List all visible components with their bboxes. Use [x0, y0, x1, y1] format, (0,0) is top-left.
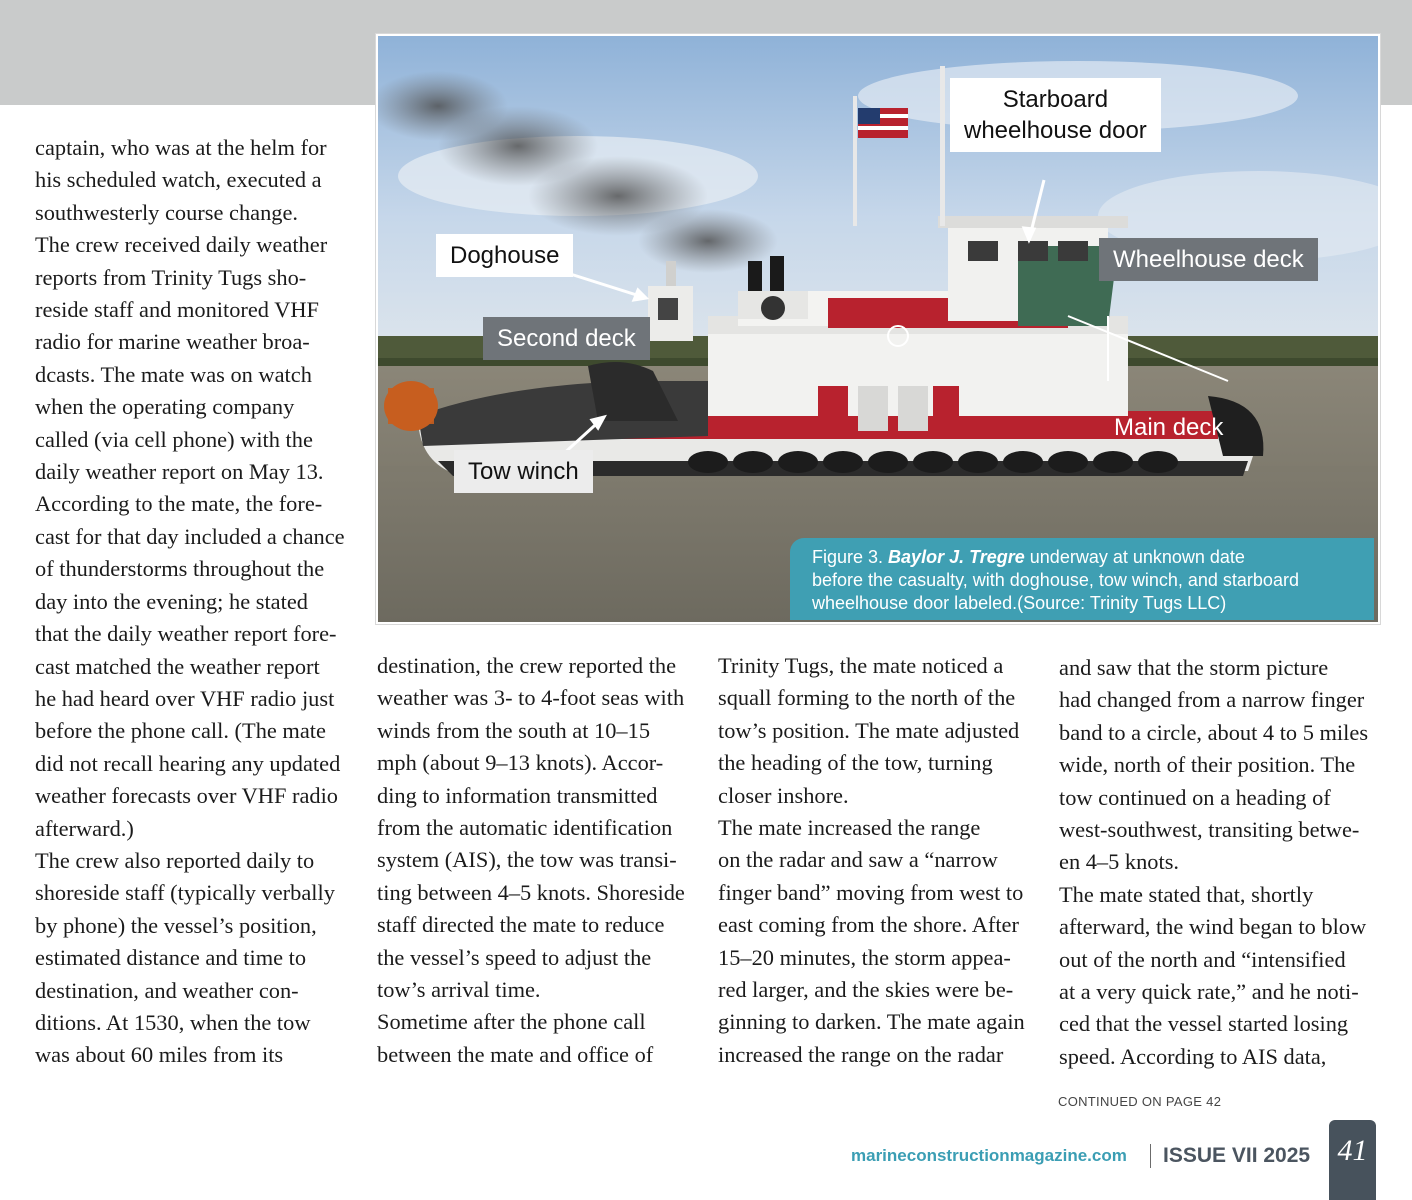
text-line: cast for that day included a chance: [35, 523, 345, 549]
text-line: destination, and weather con-: [35, 977, 299, 1003]
text-line: between the mate and office of: [377, 1041, 654, 1067]
text-line: 15–20 minutes, the storm appea-: [718, 944, 1011, 970]
text-line: had changed from a narrow finger: [1059, 687, 1365, 713]
text-line: dcasts. The mate was on watch: [35, 361, 312, 387]
label-starboard-wheelhouse-door: [950, 78, 1161, 152]
caption-line1-rest: underway at unknown date: [1024, 547, 1245, 567]
text-line: daily weather report on May 13.: [35, 459, 324, 485]
footer-divider: [1150, 1144, 1151, 1168]
text-line: tow’s position. The mate adjusted: [718, 717, 1020, 743]
text-line: squall forming to the north of the: [718, 685, 1016, 711]
text-line: system (AIS), the tow was transi-: [377, 847, 677, 873]
text-line: estimated distance and time to: [35, 945, 307, 971]
tugboat-figure: [376, 34, 1380, 624]
text-line: was about 60 miles from its: [35, 1042, 284, 1068]
page-number: 41: [1337, 1134, 1368, 1167]
text-line: The mate increased the range: [718, 815, 981, 841]
label-starboard-line2: wheelhouse door: [964, 117, 1147, 144]
text-line: cast matched the weather report: [35, 653, 320, 679]
text-line: at a very quick rate,” and he noti-: [1059, 979, 1359, 1005]
footer-website-link[interactable]: marineconstructionmagazine.com: [851, 1146, 1127, 1165]
text-line: destination, the crew reported the: [377, 653, 677, 678]
caption-line-2: before the casualty, with doghouse, tow winch, and starboard: [812, 570, 1299, 590]
text-line: ding to information transmitted: [377, 782, 658, 808]
text-line: by phone) the vessel’s position,: [35, 912, 317, 938]
label-tow-winch: Tow winch: [454, 450, 593, 493]
text-line: the vessel’s speed to adjust the: [377, 944, 652, 970]
text-column-4: [1059, 652, 1389, 1073]
page-number-tab: [1329, 1120, 1376, 1200]
text-line: tow’s arrival time.: [377, 977, 541, 1003]
text-line: ditions. At 1530, when the tow: [35, 1009, 311, 1035]
text-line: from the automatic identification: [377, 815, 673, 841]
figure-caption: [790, 538, 1374, 620]
text-line: called (via cell phone) with the: [35, 426, 313, 452]
footer-issue: ISSUE VII 2025: [1163, 1144, 1311, 1167]
caption-line-1: [812, 546, 1374, 569]
text-line: The crew received daily weather: [35, 232, 328, 258]
text-line: radio for marine weather broa-: [35, 329, 310, 355]
text-line: en 4–5 knots.: [1059, 849, 1180, 875]
text-line: afterward, the wind began to blow: [1059, 914, 1367, 940]
text-line: out of the north and “intensified: [1059, 946, 1346, 972]
text-line: east coming from the shore. After: [718, 912, 1019, 938]
text-line: Trinity Tugs, the mate noticed a: [718, 653, 1004, 678]
continued-note: CONTINUED ON PAGE 42: [1058, 1094, 1222, 1109]
text-line: day into the evening; he stated: [35, 588, 308, 614]
text-line: reside staff and monitored VHF: [35, 297, 319, 323]
caption-line-3: wheelhouse door labeled.(Source: Trinity Tugs LLC): [812, 593, 1227, 613]
label-starboard-line1: Starboard: [1002, 86, 1109, 113]
text-line: speed. According to AIS data,: [1059, 1043, 1327, 1069]
text-line: his scheduled watch, executed a: [35, 167, 322, 193]
caption-prefix: Figure 3.: [812, 547, 889, 567]
text-line: wide, north of their position. The: [1059, 752, 1356, 778]
text-line: shoreside staff (typically verbally: [35, 880, 335, 906]
text-line: the heading of the tow, turning: [718, 750, 993, 776]
text-line: when the operating company: [35, 394, 295, 420]
text-line: captain, who was at the helm for: [35, 135, 327, 160]
text-line: reports from Trinity Tugs sho-: [35, 264, 307, 290]
text-line: tow continued on a heading of: [1059, 784, 1331, 810]
text-line: increased the range on the radar: [718, 1041, 1004, 1067]
text-line: The mate stated that, shortly: [1059, 881, 1314, 907]
text-line: finger band” moving from west to: [718, 879, 1024, 905]
text-line: he had heard over VHF radio just: [35, 685, 335, 711]
text-line: winds from the south at 10–15: [377, 717, 651, 743]
text-column-1: [35, 132, 365, 1072]
text-line: The crew also reported daily to: [35, 847, 315, 873]
text-line: closer inshore.: [718, 782, 849, 808]
text-line: that the daily weather report fore-: [35, 621, 337, 647]
text-line: ced that the vessel started losing: [1059, 1011, 1349, 1037]
text-line: afterward.): [35, 815, 134, 841]
text-line: weather was 3- to 4-foot seas with: [377, 685, 685, 711]
text-line: Sometime after the phone call: [377, 1009, 646, 1035]
text-line: band to a circle, about 4 to 5 miles: [1059, 719, 1369, 745]
text-line: before the phone call. (The mate: [35, 718, 326, 744]
text-line: west-southwest, transiting betwe-: [1059, 817, 1360, 843]
text-line: ginning to darken. The mate again: [718, 1009, 1025, 1035]
caption-vessel-name: Baylor J. Tregre: [888, 547, 1025, 567]
text-line: mph (about 9–13 knots). Accor-: [377, 750, 664, 776]
text-line: and saw that the storm picture: [1059, 655, 1329, 680]
text-line: on the radar and saw a “narrow: [718, 847, 998, 873]
text-line: of thunderstorms throughout the: [35, 556, 325, 582]
label-doghouse: Doghouse: [436, 234, 573, 277]
text-line: red larger, and the skies were be-: [718, 977, 1014, 1003]
text-line: did not recall hearing any updated: [35, 750, 341, 776]
text-line: ting between 4–5 knots. Shoreside: [377, 879, 685, 905]
text-line: weather forecasts over VHF radio: [35, 783, 338, 809]
text-line: southwesterly course change.: [35, 199, 299, 225]
text-column-3: [718, 650, 1048, 1071]
label-main-deck: Main deck: [1114, 414, 1224, 441]
text-line: According to the mate, the fore-: [35, 491, 323, 517]
text-line: staff directed the mate to reduce: [377, 912, 665, 938]
label-wheelhouse-deck: Wheelhouse deck: [1099, 238, 1318, 281]
text-column-2: [377, 650, 707, 1071]
label-second-deck: Second deck: [483, 317, 650, 360]
